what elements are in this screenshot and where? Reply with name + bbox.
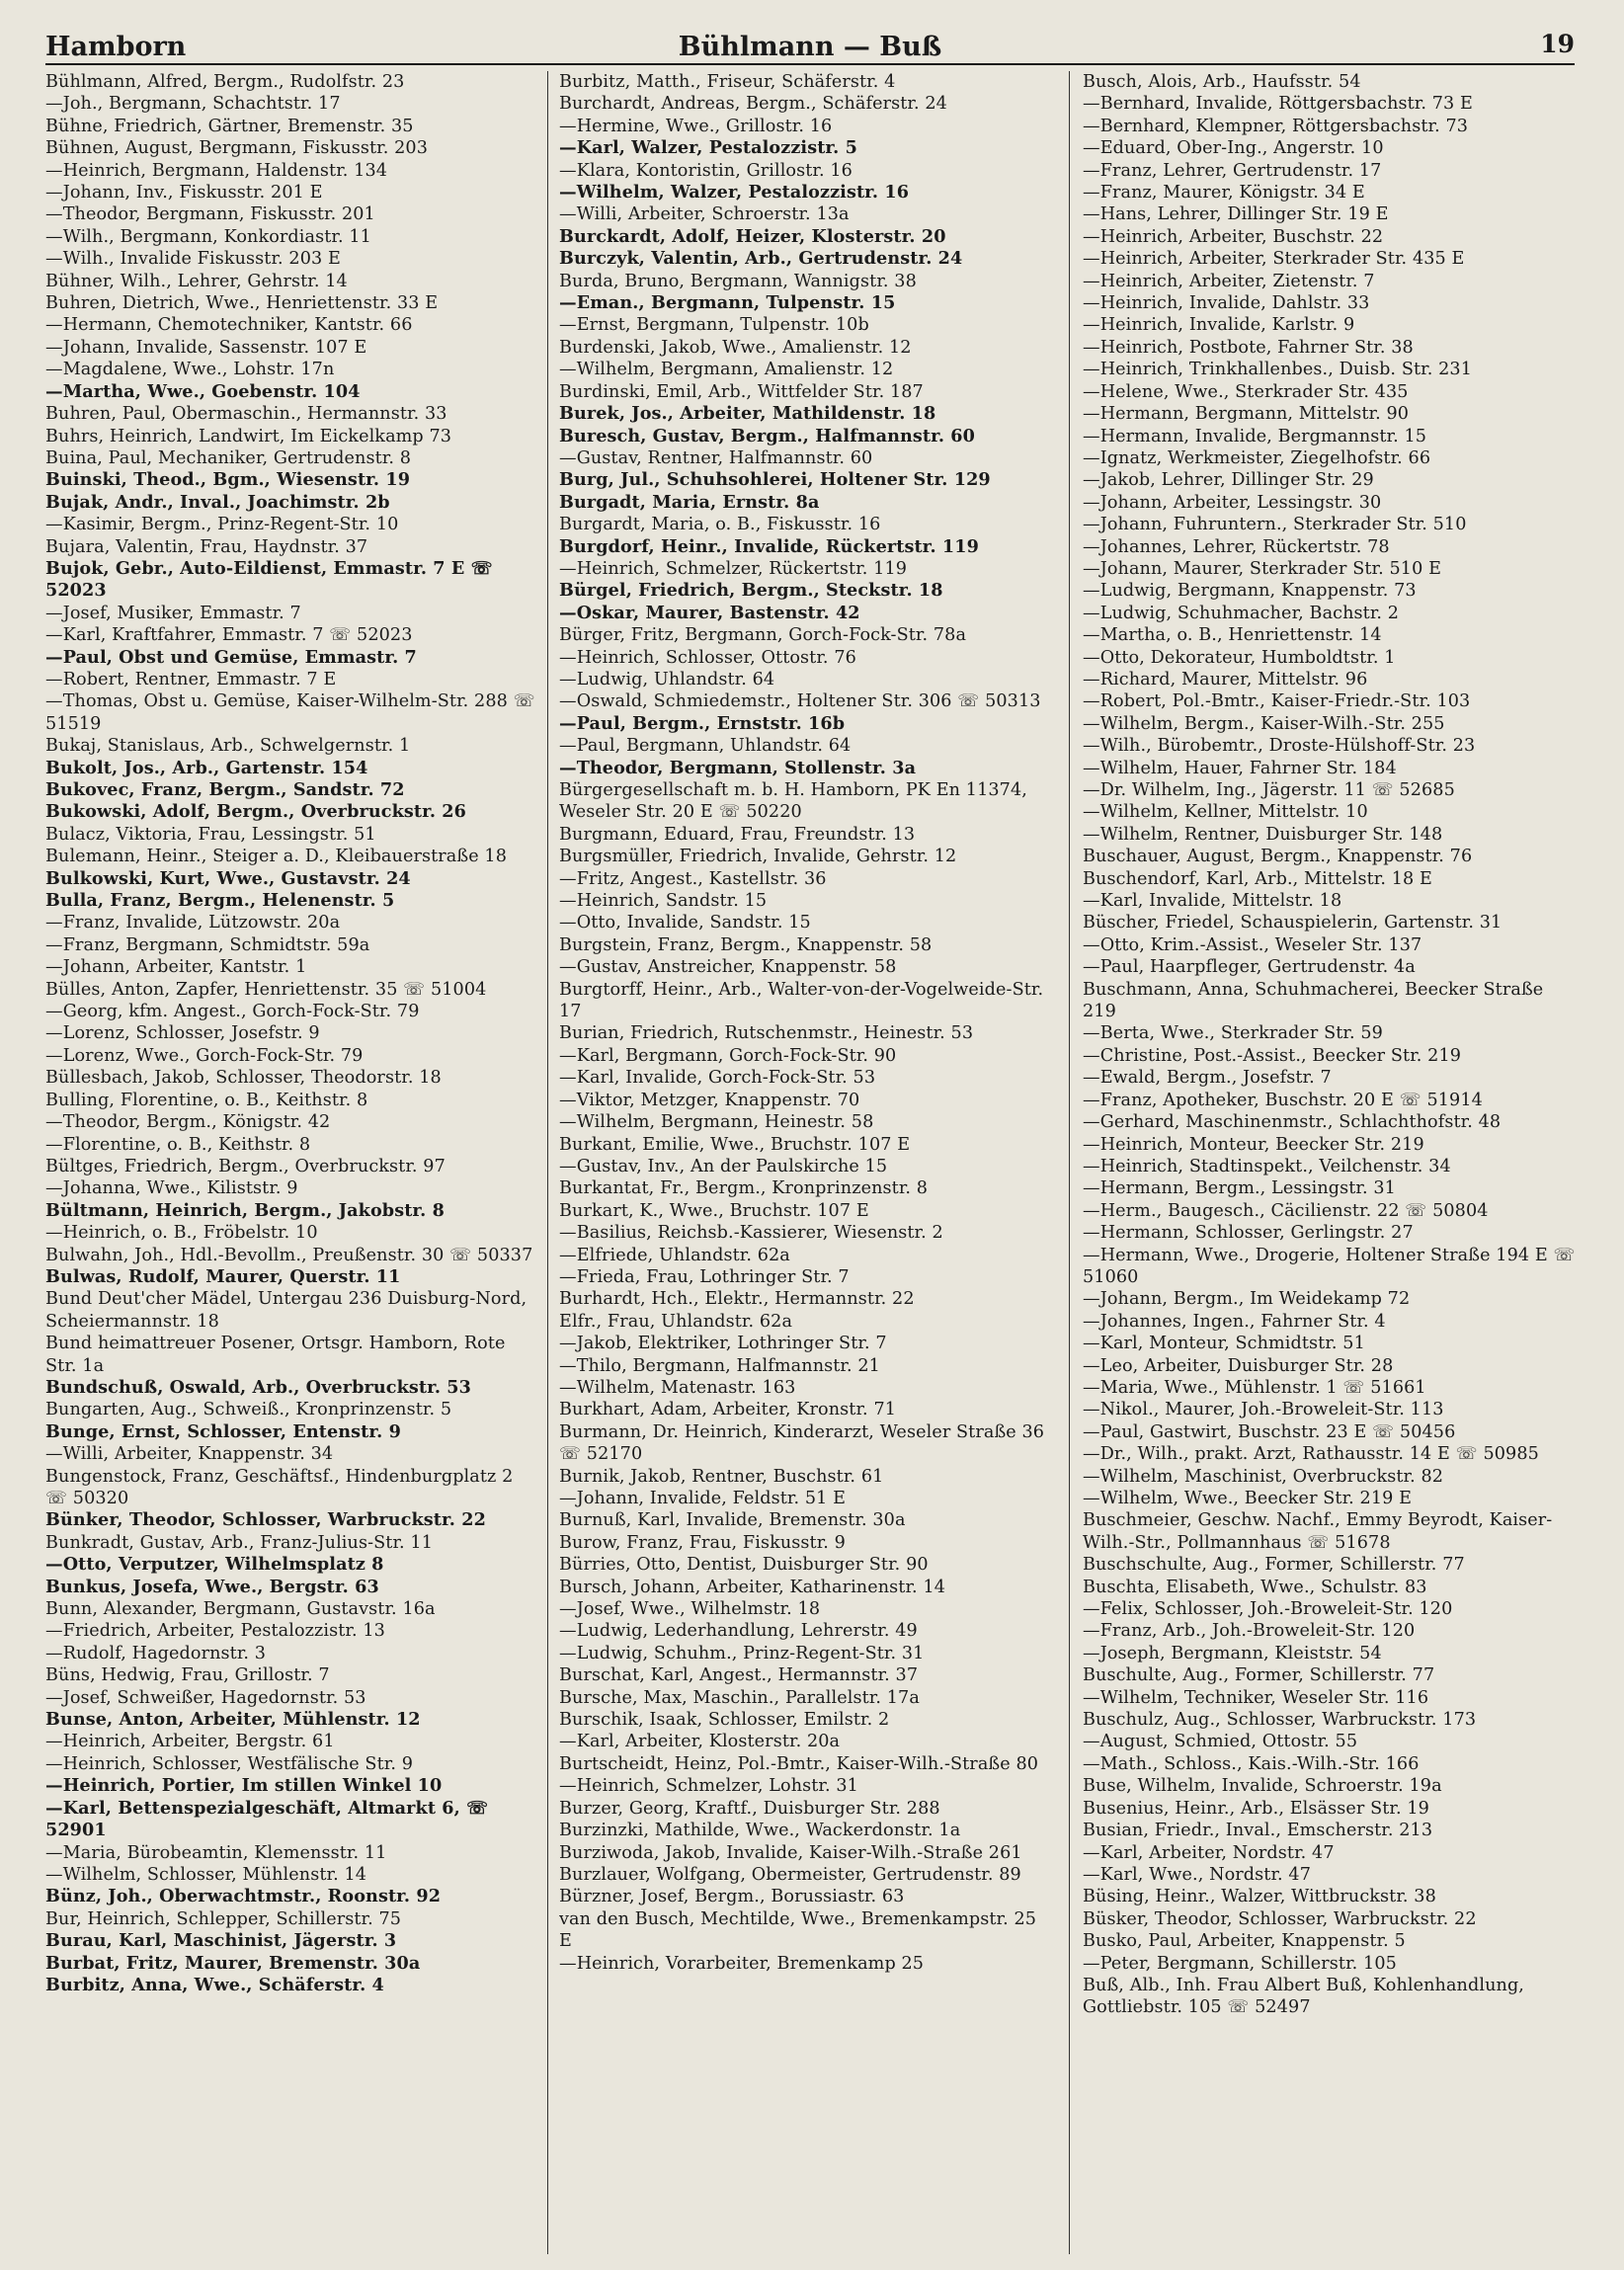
directory-entry: Burkantat, Fr., Bergm., Kronprinzenstr. 8 [559, 1178, 929, 1199]
directory-entry: Buschmeier, Geschw. Nachf., Emmy Beyrodt, Kaiser-Wilh.-Str., Pollmannhaus ☏ 51678 [1083, 1510, 1553, 1553]
directory-entry: Bunn, Alexander, Bergmann, Gustavstr. 16a [45, 1599, 436, 1620]
directory-entry: —Hermann, Schlosser, Gerlingstr. 27 [1083, 1223, 1414, 1244]
directory-entry: Bur, Heinrich, Schlepper, Schillerstr. 75 [45, 1908, 402, 1929]
directory-entry: Bukowski, Adolf, Bergm., Overbruckstr. 26 [45, 801, 466, 823]
directory-entry: Burgardt, Maria, o. B., Fiskusstr. 16 [559, 515, 881, 535]
directory-entry: Buina, Paul, Mechaniker, Gertrudenstr. 8 [45, 447, 412, 468]
directory-entry: Burg, Jul., Schuhsohlerei, Holtener Str. 129 [559, 469, 991, 491]
column-1 [45, 71, 539, 2254]
directory-entry: Bünker, Theodor, Schlosser, Warbruckstr. 22 [45, 1509, 486, 1531]
directory-entry: Bürgel, Friedrich, Bergm., Steckstr. 18 [559, 580, 943, 602]
directory-entry: Burkhart, Adam, Arbeiter, Kronstr. 71 [559, 1400, 897, 1420]
directory-entry: Buß, Alb., Inh. Frau Albert Buß, Kohlenhandlung, Gottliebstr. 105 ☏ 52497 [1083, 1975, 1524, 2018]
directory-entry: —Elfriede, Uhlandstr. 62a [559, 1245, 790, 1265]
directory-entry: Buhrs, Heinrich, Landwirt, Im Eickelkamp 73 [45, 426, 452, 446]
directory-entry: —Karl, Monteur, Schmidtstr. 51 [1083, 1334, 1365, 1354]
directory-entry: Bünz, Joh., Oberwachtmstr., Roonstr. 92 [45, 1886, 442, 1907]
directory-entry: Burckardt, Adolf, Heizer, Klosterstr. 20 [559, 225, 946, 247]
directory-entry: —Ludwig, Uhlandstr. 64 [559, 669, 775, 689]
directory-entry: —Frieda, Frau, Lothringer Str. 7 [559, 1266, 850, 1287]
directory-entry: —Otto, Dekorateur, Humboldtstr. 1 [1083, 647, 1396, 668]
directory-entry: Buschendorf, Karl, Arb., Mittelstr. 18 E [1083, 868, 1432, 889]
directory-entry: —Karl, Wwe., Nordstr. 47 [1083, 1864, 1311, 1885]
directory-entry: Bühne, Friedrich, Gärtner, Bremenstr. 35 [45, 116, 414, 136]
directory-entry: —Willi, Arbeiter, Knappenstr. 34 [45, 1444, 334, 1465]
directory-entry: —Magdalene, Wwe., Lohstr. 17n [45, 360, 335, 380]
directory-entry: Bulla, Franz, Bergm., Helenenstr. 5 [45, 890, 395, 912]
directory-entry: —Hermann, Chemotechniker, Kantstr. 66 [45, 315, 413, 336]
directory-entry: Bunkus, Josefa, Wwe., Bergstr. 63 [45, 1576, 379, 1597]
directory-entry: —Heinrich, Postbote, Fahrner Str. 38 [1083, 337, 1414, 358]
column-2 [559, 71, 1053, 2254]
directory-entry: —Richard, Maurer, Mittelstr. 96 [1083, 669, 1368, 689]
directory-entry: —Karl, Kraftfahrer, Emmastr. 7 ☏ 52023 [45, 625, 413, 646]
directory-entry: Burnik, Jakob, Rentner, Buschstr. 61 [559, 1466, 884, 1487]
directory-entry: Burgdorf, Heinr., Invalide, Rückertstr. 119 [559, 535, 979, 557]
directory-entry: —Oskar, Maurer, Bastenstr. 42 [559, 602, 860, 623]
directory-entry: —Heinrich, Schlosser, Ottostr. 76 [559, 647, 856, 668]
directory-entry: —Karl, Bergmann, Gorch-Fock-Str. 90 [559, 1045, 897, 1066]
directory-entry: —Joseph, Bergmann, Kleiststr. 54 [1083, 1643, 1382, 1663]
directory-entry: Busian, Friedr., Inval., Emscherstr. 213 [1083, 1821, 1433, 1841]
directory-entry: —Karl, Arbeiter, Nordstr. 47 [1083, 1842, 1335, 1863]
directory-entry: Burgtorff, Heinr., Arb., Walter-von-der-Vogelweide-Str. 17 [559, 979, 1044, 1022]
directory-entry: Bulwahn, Joh., Hdl.-Bevollm., Preußenstr. 30 ☏ 50337 [45, 1245, 533, 1265]
directory-entry: —Ignatz, Werkmeister, Ziegelhofstr. 66 [1083, 447, 1431, 468]
directory-entry: Burow, Franz, Frau, Fiskusstr. 9 [559, 1532, 846, 1553]
directory-entry: —Klara, Kontoristin, Grillostr. 16 [559, 160, 853, 181]
directory-entry: Burnuß, Karl, Invalide, Bremenstr. 30a [559, 1510, 906, 1531]
directory-entry: Burtscheidt, Heinz, Pol.-Bmtr., Kaiser-Wilh.-Straße 80 [559, 1753, 1039, 1774]
directory-entry: —Wilhelm, Bergmann, Amalienstr. 12 [559, 360, 894, 380]
directory-entry: Busko, Paul, Arbeiter, Knappenstr. 5 [1083, 1931, 1406, 1952]
directory-entry: —Jakob, Elektriker, Lothringer Str. 7 [559, 1334, 887, 1354]
directory-entry: —Heinrich, Monteur, Beecker Str. 219 [1083, 1134, 1424, 1155]
directory-entry: —Theodor, Bergmann, Fiskusstr. 201 [45, 204, 375, 225]
directory-entry: —Rudolf, Hagedornstr. 3 [45, 1643, 267, 1663]
directory-entry: —Heinrich, Arbeiter, Zietenstr. 7 [1083, 271, 1375, 291]
directory-entry: —Ewald, Bergm., Josefstr. 7 [1083, 1068, 1332, 1089]
directory-entry: —Hermann, Wwe., Drogerie, Holtener Straße 194 E ☏ 51060 [1083, 1245, 1576, 1287]
directory-entry: —Wilhelm, Bergmann, Heinestr. 58 [559, 1112, 874, 1133]
directory-entry: —Franz, Arb., Joh.-Broweleit-Str. 120 [1083, 1621, 1416, 1642]
directory-entry: Burdinski, Emil, Arb., Wittfelder Str. 187 [559, 381, 924, 402]
directory-entry: Buinski, Theod., Bgm., Wiesenstr. 19 [45, 469, 411, 491]
directory-entry: Buse, Wilhelm, Invalide, Schroerstr. 19a [1083, 1776, 1442, 1797]
directory-entry: Buhren, Dietrich, Wwe., Henriettenstr. 33 E [45, 293, 439, 314]
directory-entry: —Wilh., Bergmann, Konkordiastr. 11 [45, 226, 371, 247]
directory-entry: —Johanna, Wwe., Kiliststr. 9 [45, 1178, 298, 1199]
directory-entry: Burchardt, Andreas, Bergm., Schäferstr. 24 [559, 94, 947, 115]
directory-entry: —Kasimir, Bergm., Prinz-Regent-Str. 10 [45, 515, 399, 535]
directory-entry: —Theodor, Bergmann, Stollenstr. 3a [559, 757, 917, 778]
directory-entry: Bülles, Anton, Zapfer, Henriettenstr. 35 ☏ 51004 [45, 979, 487, 1000]
directory-entry: —Johann, Inv., Fiskusstr. 201 E [45, 183, 323, 203]
directory-entry: Bujak, Andr., Inval., Joachimstr. 2b [45, 491, 390, 513]
directory-entry: —Martha, Wwe., Goebenstr. 104 [45, 380, 361, 402]
directory-entry: —Heinrich, Invalide, Karlstr. 9 [1083, 315, 1355, 336]
directory-entry: Bürger, Fritz, Bergmann, Gorch-Fock-Str. 78a [559, 625, 967, 646]
directory-entry: —Heinrich, Trinkhallenbes., Duisb. Str. 231 [1083, 360, 1472, 380]
column-3 [1083, 71, 1577, 2254]
directory-entry: —Johann, Maurer, Sterkrader Str. 510 E [1083, 558, 1442, 579]
directory-entry: Buschta, Elisabeth, Wwe., Schulstr. 83 [1083, 1577, 1427, 1597]
directory-entry: Buschauer, August, Bergm., Knappenstr. 76 [1083, 847, 1473, 867]
directory-entry: Burschik, Isaak, Schlosser, Emilstr. 2 [559, 1710, 890, 1731]
directory-entry: —Lorenz, Schlosser, Josefstr. 9 [45, 1023, 320, 1044]
directory-entry: Burzinzki, Mathilde, Wwe., Wackerdonstr. 1a [559, 1821, 961, 1841]
directory-entry: —Wilhelm, Wwe., Beecker Str. 219 E [1083, 1489, 1413, 1508]
directory-entry: —Wilhelm, Techniker, Weseler Str. 116 [1083, 1687, 1429, 1708]
directory-entry: —Heinrich, Schmelzer, Rückertstr. 119 [559, 558, 908, 579]
directory-entry: —Ludwig, Bergmann, Knappenstr. 73 [1083, 581, 1417, 602]
directory-entry: —Fritz, Angest., Kastellstr. 36 [559, 868, 827, 889]
directory-entry: Bukovec, Franz, Bergm., Sandstr. 72 [45, 779, 405, 800]
directory-entry: Bühner, Wilh., Lehrer, Gehrstr. 14 [45, 271, 348, 291]
directory-entry: Bukolt, Jos., Arb., Gartenstr. 154 [45, 757, 368, 778]
directory-entry: —Franz, Apotheker, Buschstr. 20 E ☏ 51914 [1083, 1090, 1483, 1110]
directory-entry: —Thomas, Obst u. Gemüse, Kaiser-Wilhelm-Str. 288 ☏ 51519 [45, 691, 535, 734]
directory-entry: Bursch, Johann, Arbeiter, Katharinenstr. 14 [559, 1577, 946, 1597]
directory-entry: Burbitz, Matth., Friseur, Schäferstr. 4 [559, 72, 896, 92]
directory-entry: —Ludwig, Lederhandlung, Lehrerstr. 49 [559, 1621, 918, 1642]
directory-entry: Burau, Karl, Maschinist, Jägerstr. 3 [45, 1930, 397, 1952]
directory-entry: —Wilhelm, Matenastr. 163 [559, 1377, 796, 1398]
directory-entry: —Viktor, Metzger, Knappenstr. 70 [559, 1090, 860, 1110]
directory-entry: —Heinrich, Schmelzer, Lohstr. 31 [559, 1776, 858, 1797]
directory-entry: —Math., Schloss., Kais.-Wilh.-Str. 166 [1083, 1753, 1420, 1774]
directory-entry: —August, Schmied, Ottostr. 55 [1083, 1732, 1358, 1752]
directory-entry: —Theodor, Bergm., Königstr. 42 [45, 1112, 331, 1133]
directory-entry: —Johann, Bergm., Im Weidekamp 72 [1083, 1289, 1411, 1310]
directory-entry: —Paul, Bergm., Ernststr. 16b [559, 712, 846, 734]
directory-entry: —Johannes, Ingen., Fahrner Str. 4 [1083, 1311, 1386, 1332]
directory-entry: —Maria, Wwe., Mühlenstr. 1 ☏ 51661 [1083, 1377, 1426, 1398]
directory-entry: —Maria, Bürobeamtin, Klemensstr. 11 [45, 1842, 387, 1863]
directory-entry: Bulacz, Viktoria, Frau, Lessingstr. 51 [45, 824, 376, 845]
directory-entry: —Eduard, Ober-Ing., Angerstr. 10 [1083, 138, 1384, 159]
directory-entry: Bunkradt, Gustav, Arb., Franz-Julius-Str. 11 [45, 1532, 434, 1553]
directory-entry: Burdenski, Jakob, Wwe., Amalienstr. 12 [559, 337, 912, 358]
directory-entry: —Berta, Wwe., Sterkrader Str. 59 [1083, 1023, 1383, 1044]
directory-entry: —Hermann, Invalide, Bergmannstr. 15 [1083, 426, 1427, 446]
column-divider [1069, 71, 1070, 2254]
directory-entry: —Otto, Invalide, Sandstr. 15 [559, 913, 811, 933]
directory-entry: —Helene, Wwe., Sterkrader Str. 435 [1083, 381, 1409, 402]
directory-entry: —Karl, Invalide, Gorch-Fock-Str. 53 [559, 1068, 876, 1089]
directory-entry: —Franz, Invalide, Lützowstr. 20a [45, 913, 341, 933]
directory-entry: —Paul, Bergmann, Uhlandstr. 64 [559, 736, 852, 757]
directory-entry: —Otto, Krim.-Assist., Weseler Str. 137 [1083, 934, 1422, 955]
directory-entry: Büsing, Heinr., Walzer, Wittbruckstr. 38 [1083, 1887, 1436, 1907]
directory-entry: —Florentine, o. B., Keithstr. 8 [45, 1134, 311, 1155]
header-range: Bühlmann — Buß [678, 32, 942, 62]
directory-entry: —Heinrich, Arbeiter, Buschstr. 22 [1083, 226, 1384, 247]
directory-entry: —Hermann, Bergm., Lessingstr. 31 [1083, 1178, 1396, 1199]
directory-entry: —Heinrich, Bergmann, Haldenstr. 134 [45, 160, 388, 181]
directory-entry: —Oswald, Schmiedemstr., Holtener Str. 306 ☏ 50313 [559, 691, 1041, 712]
directory-entry: Bürzner, Josef, Bergm., Borussiastr. 63 [559, 1887, 905, 1907]
directory-entry: Bukaj, Stanislaus, Arb., Schwelgernstr. 1 [45, 736, 411, 757]
directory-entry: Buresch, Gustav, Bergm., Halfmannstr. 60 [559, 425, 975, 446]
directory-entry: —Felix, Schlosser, Joh.-Broweleit-Str. 120 [1083, 1599, 1453, 1620]
directory-entry: Burek, Jos., Arbeiter, Mathildenstr. 18 [559, 403, 936, 425]
directory-entry: —Johann, Fuhruntern., Sterkrader Str. 510 [1083, 515, 1467, 535]
directory-entry: —Wilhelm, Rentner, Duisburger Str. 148 [1083, 824, 1443, 845]
directory-entry: —Lorenz, Wwe., Gorch-Fock-Str. 79 [45, 1045, 364, 1066]
directory-entry: Burschat, Karl, Angest., Hermannstr. 37 [559, 1665, 919, 1686]
directory-entry: —Johann, Arbeiter, Kantstr. 1 [45, 957, 307, 978]
directory-entry: —Martha, o. B., Henriettenstr. 14 [1083, 625, 1382, 646]
directory-entry: —Nikol., Maurer, Joh.-Broweleit-Str. 113 [1083, 1400, 1444, 1420]
directory-entry: —Ludwig, Schuhmacher, Bachstr. 2 [1083, 603, 1400, 623]
directory-entry: Burgstein, Franz, Bergm., Knappenstr. 58 [559, 934, 933, 955]
directory-entry: Bungarten, Aug., Schweiß., Kronprinzenstr. 5 [45, 1400, 452, 1420]
directory-entry: Bültges, Friedrich, Bergm., Overbruckstr. 97 [45, 1156, 446, 1176]
directory-entry: Burgmann, Eduard, Frau, Freundstr. 13 [559, 824, 916, 845]
directory-entry: —Karl, Invalide, Mittelstr. 18 [1083, 891, 1342, 912]
directory-entry: —Heinrich, o. B., Fröbelstr. 10 [45, 1223, 318, 1244]
directory-entry: —Peter, Bergmann, Schillerstr. 105 [1083, 1953, 1397, 1974]
directory-entry: —Franz, Lehrer, Gertrudenstr. 17 [1083, 160, 1382, 181]
directory-entry: —Wilh., Invalide Fiskusstr. 203 E [45, 249, 341, 270]
directory-entry: Bürgergesellschaft m. b. H. Hamborn, PK En 11374, Weseler Str. 20 E ☏ 50220 [559, 780, 1027, 823]
directory-entry: Büllesbach, Jakob, Schlosser, Theodorstr. 18 [45, 1068, 442, 1089]
directory-entry: van den Busch, Mechtilde, Wwe., Bremenkampstr. 25 E [559, 1908, 1037, 1952]
directory-entry: —Thilo, Bergmann, Halfmannstr. 21 [559, 1355, 880, 1376]
directory-entry: Bund Deut'cher Mädel, Untergau 236 Duisburg-Nord, Scheiermannstr. 18 [45, 1289, 528, 1332]
directory-entry: Burczyk, Valentin, Arb., Gertrudenstr. 24 [559, 248, 963, 270]
directory-entry: —Josef, Musiker, Emmastr. 7 [45, 603, 301, 623]
directory-entry: Bühlmann, Alfred, Bergm., Rudolfstr. 23 [45, 72, 405, 92]
directory-entry: —Gustav, Rentner, Halfmannstr. 60 [559, 447, 873, 468]
directory-entry: —Karl, Walzer, Pestalozzistr. 5 [559, 137, 857, 159]
directory-entry: —Bernhard, Invalide, Röttgersbachstr. 73 E [1083, 94, 1473, 115]
directory-entry: —Dr., Wilh., prakt. Arzt, Rathausstr. 14 E ☏ 50985 [1083, 1444, 1539, 1465]
directory-entry: Buschmann, Anna, Schuhmacherei, Beecker Straße 219 [1083, 979, 1544, 1022]
directory-entry: Burzer, Georg, Kraftf., Duisburger Str. 288 [559, 1798, 940, 1819]
directory-entry: —Hermann, Bergmann, Mittelstr. 90 [1083, 404, 1410, 425]
directory-entry: —Christine, Post.-Assist., Beecker Str. 219 [1083, 1045, 1462, 1066]
page-number: 19 [1540, 30, 1575, 58]
directory-entry: Burbitz, Anna, Wwe., Schäferstr. 4 [45, 1974, 384, 1995]
column-divider [547, 71, 548, 2254]
directory-entry: Bunge, Ernst, Schlosser, Entenstr. 9 [45, 1420, 401, 1442]
directory-entry: Burbat, Fritz, Maurer, Bremenstr. 30a [45, 1952, 421, 1974]
directory-entry: —Heinrich, Stadtinspekt., Veilchenstr. 34 [1083, 1156, 1451, 1176]
directory-entry: —Franz, Bergmann, Schmidtstr. 59a [45, 934, 370, 955]
directory-entry: —Joh., Bergmann, Schachtstr. 17 [45, 94, 341, 115]
directory-entry: —Heinrich, Arbeiter, Bergstr. 61 [45, 1732, 335, 1752]
directory-entry: Bulemann, Heinr., Steiger a. D., Kleibauerstraße 18 [45, 847, 508, 867]
directory-entry: Burkart, K., Wwe., Bruchstr. 107 E [559, 1200, 869, 1221]
directory-entry: Bujok, Gebr., Auto-Eildienst, Emmastr. 7 E ☏ 52023 [45, 557, 493, 602]
directory-entry: —Wilhelm, Bergm., Kaiser-Wilh.-Str. 255 [1083, 713, 1445, 734]
directory-entry: —Franz, Maurer, Königstr. 34 E [1083, 183, 1365, 203]
directory-entry: —Karl, Bettenspezialgeschäft, Altmarkt 6, ☏ 52901 [45, 1797, 489, 1841]
directory-entry: Burgadt, Maria, Ernstr. 8a [559, 491, 820, 513]
directory-entry: Burda, Bruno, Bergmann, Wannigstr. 38 [559, 271, 917, 291]
directory-entry: —Johann, Invalide, Feldstr. 51 E [559, 1489, 847, 1508]
directory-entry: —Eman., Bergmann, Tulpenstr. 15 [559, 292, 896, 314]
directory-entry: Buschschulte, Aug., Former, Schillerstr. 77 [1083, 1555, 1465, 1576]
directory-entry: —Gerhard, Maschinenmstr., Schlachthofstr. 48 [1083, 1112, 1502, 1133]
directory-entry: —Robert, Pol.-Bmtr., Kaiser-Friedr.-Str. 103 [1083, 691, 1471, 712]
directory-entry: —Heinrich, Schlosser, Westfälische Str. 9 [45, 1753, 414, 1774]
directory-entry: —Wilhelm, Kellner, Mittelstr. 10 [1083, 802, 1368, 823]
directory-entry: Elfr., Frau, Uhlandstr. 62a [559, 1311, 793, 1332]
directory-columns [45, 71, 1575, 2254]
directory-entry: —Wilhelm, Hauer, Fahrner Str. 184 [1083, 758, 1397, 778]
directory-entry: Burzlauer, Wolfgang, Obermeister, Gertrudenstr. 89 [559, 1864, 1021, 1885]
directory-entry: Burgsmüller, Friedrich, Invalide, Gehrstr. 12 [559, 847, 957, 867]
directory-entry: —Wilh., Bürobemtr., Droste-Hülshoff-Str. 23 [1083, 736, 1476, 757]
directory-entry: —Ludwig, Schuhm., Prinz-Regent-Str. 31 [559, 1643, 925, 1663]
directory-entry: —Gustav, Inv., An der Paulskirche 15 [559, 1156, 888, 1176]
directory-entry: Bühnen, August, Bergmann, Fiskusstr. 203 [45, 138, 429, 159]
directory-entry: —Josef, Schweißer, Hagedornstr. 53 [45, 1687, 366, 1708]
directory-entry: Buschulte, Aug., Former, Schillerstr. 77 [1083, 1665, 1435, 1686]
directory-entry: Busch, Alois, Arb., Haufsstr. 54 [1083, 72, 1361, 92]
directory-entry: —Friedrich, Arbeiter, Pestalozzistr. 13 [45, 1621, 385, 1642]
directory-entry: —Johann, Arbeiter, Lessingstr. 30 [1083, 492, 1382, 513]
directory-entry: Busenius, Heinr., Arb., Elsässer Str. 19 [1083, 1798, 1429, 1819]
directory-entry: Büscher, Friedel, Schauspielerin, Gartenstr. 31 [1083, 913, 1502, 933]
directory-entry: —Heinrich, Sandstr. 15 [559, 891, 768, 912]
directory-entry: Büns, Hedwig, Frau, Grillostr. 7 [45, 1665, 330, 1686]
directory-entry: —Wilhelm, Walzer, Pestalozzistr. 16 [559, 182, 910, 203]
directory-entry: —Wilhelm, Maschinist, Overbruckstr. 82 [1083, 1466, 1444, 1487]
directory-entry: —Heinrich, Invalide, Dahlstr. 33 [1083, 293, 1370, 314]
directory-entry: —Georg, kfm. Angest., Gorch-Fock-Str. 79 [45, 1002, 420, 1022]
directory-entry: Buschulz, Aug., Schlosser, Warbruckstr. 173 [1083, 1710, 1477, 1731]
directory-entry: Burhardt, Hch., Elektr., Hermannstr. 22 [559, 1289, 915, 1310]
directory-entry: Burkant, Emilie, Wwe., Bruchstr. 107 E [559, 1134, 911, 1155]
page-header [45, 26, 1575, 65]
directory-entry: —Dr. Wilhelm, Ing., Jägerstr. 11 ☏ 52685 [1083, 780, 1455, 800]
directory-entry: —Robert, Rentner, Emmastr. 7 E [45, 669, 337, 689]
directory-entry: Bulkowski, Kurt, Wwe., Gustavstr. 24 [45, 867, 411, 889]
directory-entry: Bursche, Max, Maschin., Parallelstr. 17a [559, 1687, 920, 1708]
directory-entry: Bulwas, Rudolf, Maurer, Querstr. 11 [45, 1265, 401, 1287]
directory-entry: —Gustav, Anstreicher, Knappenstr. 58 [559, 957, 897, 978]
directory-entry: Burziwoda, Jakob, Invalide, Kaiser-Wilh.-Straße 261 [559, 1842, 1022, 1863]
directory-entry: —Heinrich, Arbeiter, Sterkrader Str. 435 E [1083, 249, 1465, 270]
directory-entry: —Paul, Gastwirt, Buschstr. 23 E ☏ 50456 [1083, 1421, 1456, 1442]
directory-entry: —Basilius, Reichsb.-Kassierer, Wiesenstr. 2 [559, 1223, 943, 1244]
directory-entry: Bujara, Valentin, Frau, Haydnstr. 37 [45, 536, 368, 557]
directory-entry: —Willi, Arbeiter, Schroerstr. 13a [559, 204, 850, 225]
directory-entry: —Otto, Verputzer, Wilhelmsplatz 8 [45, 1554, 384, 1576]
directory-entry: —Bernhard, Klempner, Röttgersbachstr. 73 [1083, 116, 1469, 136]
directory-entry: —Heinrich, Portier, Im stillen Winkel 10 [45, 1775, 443, 1797]
directory-entry: —Paul, Haarpfleger, Gertrudenstr. 4a [1083, 957, 1416, 978]
directory-entry: Bürries, Otto, Dentist, Duisburger Str. 90 [559, 1555, 929, 1576]
directory-entry: Büsker, Theodor, Schlosser, Warbruckstr. 22 [1083, 1908, 1477, 1929]
directory-entry: Burmann, Dr. Heinrich, Kinderarzt, Weseler Straße 36 ☏ 52170 [559, 1421, 1045, 1465]
directory-entry: —Hans, Lehrer, Dillinger Str. 19 E [1083, 204, 1389, 225]
directory-entry: Bültmann, Heinrich, Bergm., Jakobstr. 8 [45, 1199, 445, 1221]
directory-entry: —Johannes, Lehrer, Rückertstr. 78 [1083, 536, 1390, 557]
directory-entry: —Hermine, Wwe., Grillostr. 16 [559, 116, 833, 136]
header-city: Hamborn [45, 32, 187, 62]
directory-entry: —Karl, Arbeiter, Klosterstr. 20a [559, 1732, 841, 1752]
directory-entry: —Herm., Baugesch., Cäcilienstr. 22 ☏ 50804 [1083, 1200, 1489, 1221]
directory-entry: —Johann, Invalide, Sassenstr. 107 E [45, 337, 367, 358]
directory-entry: —Josef, Wwe., Wilhelmstr. 18 [559, 1599, 821, 1620]
directory-entry: —Ernst, Bergmann, Tulpenstr. 10b [559, 315, 869, 336]
directory-entry: —Heinrich, Vorarbeiter, Bremenkamp 25 [559, 1953, 925, 1974]
directory-entry: —Wilhelm, Schlosser, Mühlenstr. 14 [45, 1864, 367, 1885]
directory-entry: Bungenstock, Franz, Geschäftsf., Hindenburgplatz 2 ☏ 50320 [45, 1466, 514, 1508]
directory-entry: —Leo, Arbeiter, Duisburger Str. 28 [1083, 1355, 1394, 1376]
directory-entry: —Paul, Obst und Gemüse, Emmastr. 7 [45, 646, 417, 668]
directory-entry: Bulling, Florentine, o. B., Keithstr. 8 [45, 1090, 368, 1110]
directory-entry: Burian, Friedrich, Rutschenmstr., Heinestr. 53 [559, 1023, 974, 1044]
directory-entry: —Jakob, Lehrer, Dillinger Str. 29 [1083, 470, 1374, 491]
directory-entry: Bunse, Anton, Arbeiter, Mühlenstr. 12 [45, 1709, 421, 1731]
directory-entry: Bundschuß, Oswald, Arb., Overbruckstr. 53 [45, 1376, 471, 1398]
directory-entry: Bund heimattreuer Posener, Ortsgr. Hamborn, Rote Str. 1a [45, 1334, 506, 1376]
directory-entry: Buhren, Paul, Obermaschin., Hermannstr. 33 [45, 404, 447, 425]
